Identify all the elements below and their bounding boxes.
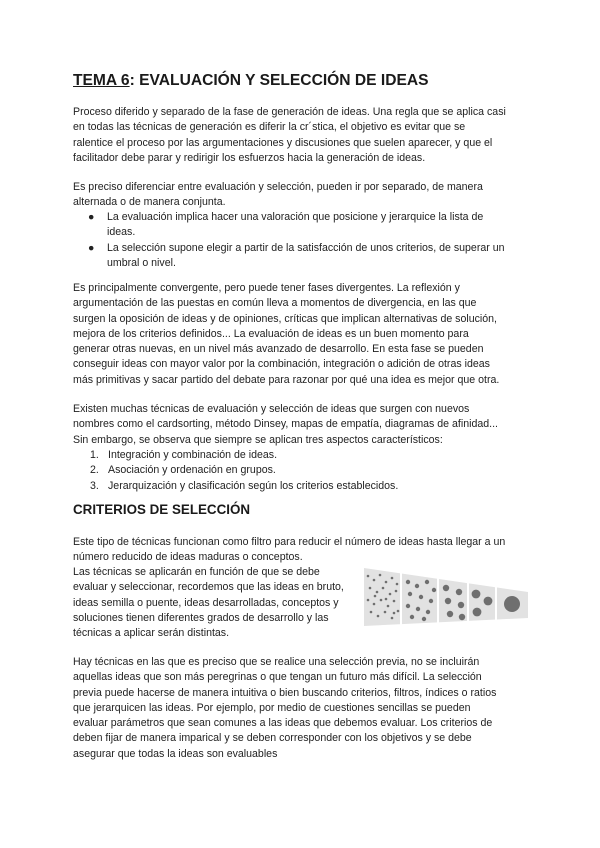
text-line: La evaluación implica hacer una valoración que posicione y jerarquice la lista de (107, 211, 484, 223)
text-line: técnicas a aplicar serán distintas. (73, 627, 230, 640)
section-heading: CRITERIOS DE SELECCIÓN (73, 502, 251, 517)
list-number: 1. (90, 449, 99, 461)
text-line: que jerarquicen las ideas. Por ejemplo, por medio de cuestiones sencillas se pueden (73, 701, 471, 714)
paragraph-filter (73, 535, 533, 566)
text-line: más primitivas y sacar partido del debate para razonar por qué una idea es mejor que otra. (73, 373, 500, 386)
idea-funnel-illustration (364, 566, 528, 630)
text-line: en todas las técnicas de generación es diferir la cr´stica, el objetivo es evitar que se (73, 121, 466, 134)
bullet-icon: ● (88, 241, 95, 254)
text-line: asegurar que todas la ideas son evaluables (73, 747, 278, 760)
list-item (90, 463, 510, 478)
text-line: aquellas ideas que son más peregrinas o que tengan un futuro más difícil. La selección (73, 671, 482, 684)
text-line: La selección supone elegir a partir de la satisfacción de unos criterios, de superar un (107, 241, 505, 254)
text-line: Es preciso diferenciar entre evaluación y selección, pueden ir por separado, de manera (73, 181, 483, 193)
paragraph-intro (73, 105, 533, 166)
text-line: Este tipo de técnicas funcionan como filtro para reducir el número de ideas hasta llegar a un (73, 536, 506, 548)
list-text: Integración y combinación de ideas. (108, 449, 278, 461)
title-text: : EVALUACIÓN Y SELECCIÓN DE IDEAS (129, 72, 429, 89)
list-item (90, 479, 510, 494)
page-title (73, 72, 429, 90)
list-item (88, 241, 528, 272)
text-line: previa puede hacerse de manera intuitiva o bien buscando criterios, filtros, índices o ratios (73, 686, 497, 699)
text-line: Hay técnicas en las que es preciso que se realice una selección previa, no se incluirán (73, 656, 480, 668)
text-line: número reducido de ideas maduras o conceptos. (73, 551, 303, 564)
list-number: 3. (90, 479, 99, 492)
paragraph-convergent (73, 281, 533, 388)
text-line: Proceso diferido y separado de la fase de generación de ideas. Una regla que se aplica casi (73, 106, 506, 118)
list-item (88, 210, 528, 241)
bullet-icon: ● (88, 211, 95, 223)
text-line: conseguir ideas con mayor valor por la combinación, integración o adición de otras ideas (73, 358, 490, 371)
paragraph-techniques (73, 402, 533, 448)
list-number: 2. (90, 464, 99, 477)
text-line: surgen la oposición de ideas y de opiniones, críticas que implican alternativas de solución, (73, 312, 497, 325)
text-line: evaluar y seleccionar, recordemos que las ideas en bruto, (73, 581, 344, 594)
text-line: evaluar parámetros que sean comunes a las ideas que debemos evaluar. Los criterios de (73, 717, 493, 730)
text-line: Existen muchas técnicas de evaluación y selección de ideas que surgen con nuevos (73, 403, 470, 415)
idea-funnel-figure (364, 566, 528, 630)
text-line: ralentice el proceso por las argumentaciones y discusiones que suelen aparecer, y que el (73, 136, 493, 149)
numbered-list (90, 448, 510, 494)
paragraph-evaluation-selection (73, 180, 533, 211)
paragraph-application (73, 565, 358, 641)
text-line: generar otras nuevas, en un nivel más avanzado de desarrollo. En esta fase se pueden (73, 343, 484, 356)
text-line: Es principalmente convergente, pero puede tener fases divergentes. La reflexión y (73, 282, 460, 294)
text-line: alternada o de manera conjunta. (73, 196, 226, 209)
list-text: Asociación y ordenación en grupos. (108, 464, 276, 477)
text-line: Las técnicas se aplicarán en función de que se debe (73, 566, 320, 578)
text-line: nombres como el cardsorting, método Dinsey, mapas de empatía, diagramas de afinidad... (73, 418, 498, 431)
solution-dot (504, 596, 520, 612)
list-text: Jerarquización y clasificación según los criterios establecidos. (108, 479, 399, 492)
text-line: umbral o nivel. (107, 256, 176, 269)
paragraph-preselection (73, 655, 533, 762)
list-item (90, 448, 510, 463)
text-line: soluciones tienen diferentes grados de desarrollo y las (73, 611, 329, 624)
funnel-band (364, 568, 528, 626)
text-line: facilitador debe parar y redirigir los esfuerzos hacia la generación de ideas. (73, 151, 426, 164)
title-number: TEMA 6 (73, 72, 130, 89)
text-line: deben fijar de manera imparical y se deben corresponder con los objetivos y se debe (73, 732, 472, 745)
text-line: Sin embargo, se observa que siempre se aplican tres aspectos característicos: (73, 433, 443, 446)
text-line: mejora de los criterios definidos... La evaluación de ideas es un buen momento para (73, 327, 469, 340)
text-line: argumentación de las puestas en común lleva a momentos de divergencia, en las que (73, 297, 477, 310)
bullet-list (88, 210, 528, 271)
text-line: ideas. (107, 226, 136, 239)
text-line: ideas semilla o puente, ideas desarrolladas, conceptos y (73, 596, 339, 609)
